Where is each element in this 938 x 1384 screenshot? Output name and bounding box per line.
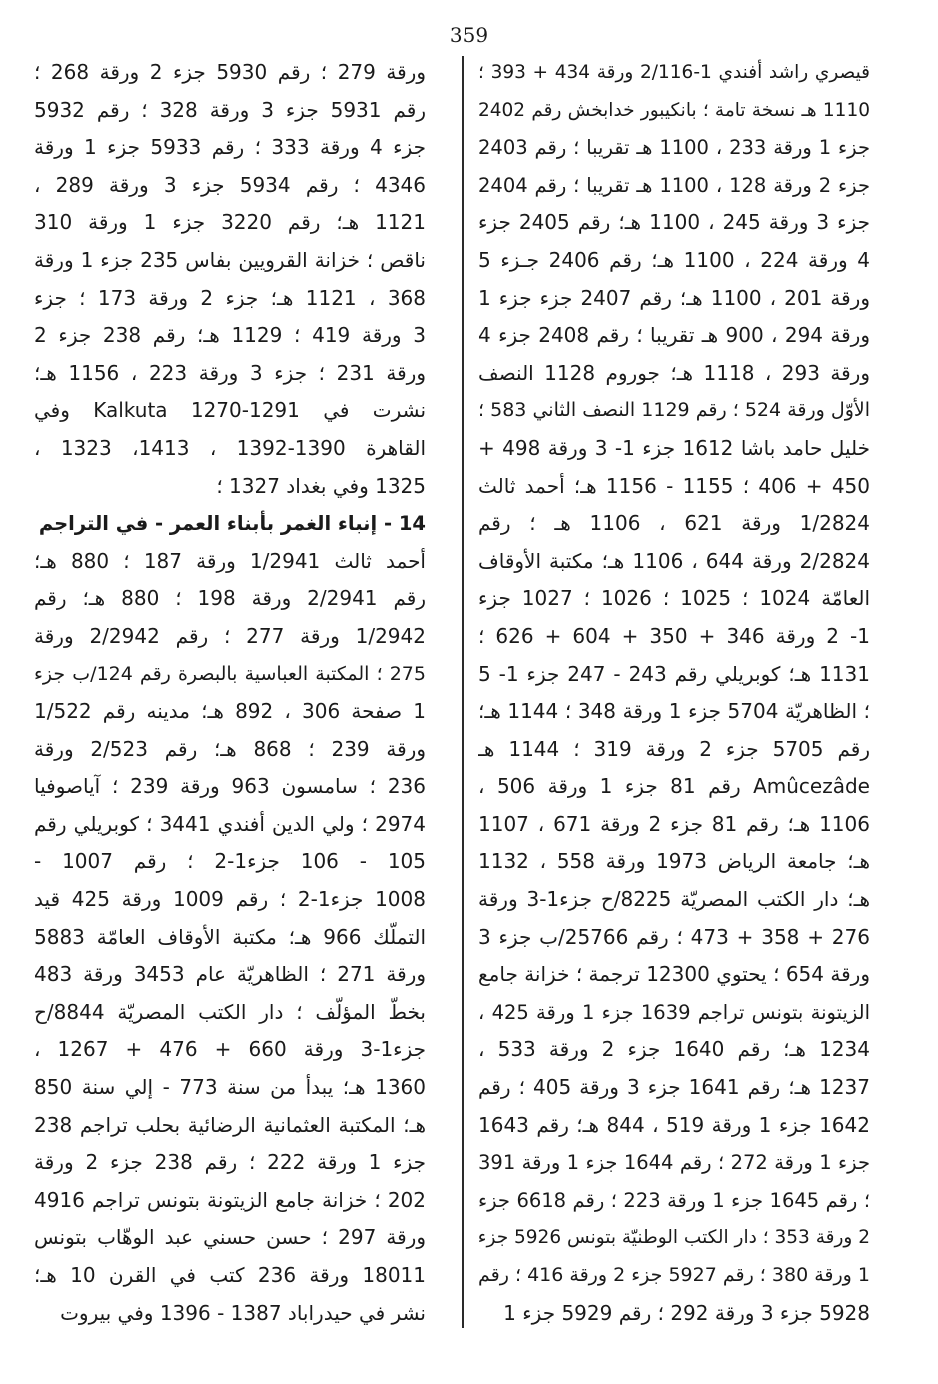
- text-line: الأوّل ورقة 524 ؛ رقم 1129 النصف الثاني 583 ؛: [478, 399, 870, 422]
- text-line: قيصري راشد أفندي 1-2/116 ورقة 434 + 393 ؛: [478, 62, 870, 83]
- text-line: 276 + 358 + 473 ؛ رقم 25766/ب جزء 3: [478, 924, 870, 949]
- text-line: 1237 هـ؛ رقم 1641 جزء 3 ورقة 405 ؛ رقم: [478, 1075, 870, 1100]
- text-line: 275 ؛ المكتبة العباسية بالبصرة رقم 124/ب جزء: [34, 662, 426, 685]
- text-line: ورقة 293 ، 1118 هـ؛ جوروم 1128 النصف: [478, 360, 870, 385]
- text-line: 202 ؛ خزانة جامع الزيتونة بتونس تراجم 4916: [34, 1187, 426, 1212]
- text-line: 3 ورقة 419 ؛ 1129 هـ؛ رقم 238 جزء 2: [34, 323, 426, 348]
- text-line: 4 ورقة 224 ، 1100 هـ؛ رقم 2406 جـزء 5: [478, 247, 870, 272]
- text-line: أحمد ثالث 1/2941 ورقة 187 ؛ 880 هـ؛: [34, 548, 426, 573]
- text-line: 18011 ورقة 236 كتب في القرن 10 هـ؛: [34, 1263, 426, 1287]
- text-line: 5928 جزء 3 ورقة 292 ؛ رقم 5929 جزء 1: [503, 1300, 870, 1325]
- text-line: ناقص ؛ خزانة القرويين بفاس 235 جزء 1 ورقة: [34, 247, 426, 272]
- text-line: العامّة 1024 ؛ 1025 ؛ 1026 ؛ 1027 جزء: [478, 586, 870, 611]
- text-line: ورقة 271 ؛ الظاهريّة عام 3453 ورقة 483: [34, 962, 426, 987]
- text-line: ورقة 297 ؛ حسن حسني عبد الوهّاب بتونس: [34, 1225, 426, 1250]
- text-line: ورقة 231 ؛ جزء 3 ورقة 223 ، 1156 هـ؛: [34, 360, 426, 385]
- text-line: ورقة 201 ، 1100 هـ؛ رقم 2407 جزء جزء 1: [478, 285, 870, 310]
- text-line: هـ؛ دار الكتب المصريّة 8225/ح جزء1-3 ورقة: [478, 887, 870, 912]
- text-line: 1121 هـ؛ رقم 3220 جزء 1 ورقة 310: [34, 210, 426, 235]
- text-line: نشر في حيدراباد 1387 - 1396 وفي بيروت: [60, 1300, 426, 1325]
- text-line: 1325 وفي بغداد 1327 ؛: [216, 473, 426, 498]
- text-line: 450 + 406 ؛ 1155 - 1156 هـ؛ أحمد ثالث: [478, 473, 870, 498]
- text-line: ؛ الظاهريّة 5704 جزء 1 ورقة 348 ؛ 1144 هـ؛: [478, 699, 870, 724]
- text-line: جزء 4 ورقة 333 ؛ رقم 5933 جزء 1 ورقة: [34, 135, 426, 160]
- text-line: جزء 1 ورقة 272 ؛ رقم 1644 جزء 1 ورقة 391: [478, 1151, 870, 1175]
- text-line: خليل حامد باشا 1612 جزء 1- 3 ورقة 498 +: [478, 435, 870, 460]
- text-line: التملّك 966 هـ؛ مكتبة الأوقاف العامّة 5883: [34, 924, 426, 949]
- text-line: 1110 هـ نسخة تامة ؛ بانكيبور خدابخش رقم 2402: [478, 99, 870, 121]
- text-line: 1642 جزء 1 ورقة 519 ، 844 هـ؛ رقم 1643: [478, 1112, 870, 1137]
- text-line: 236 ؛ سامسون 963 ورقة 239 ؛ آياصوفيا: [34, 774, 426, 799]
- section-heading: 14 - إنباء الغمر بأبناء العمر - في التراجم: [38, 512, 426, 536]
- text-line: الزيتونة بتونس تراجم 1639 جزء 1 ورقة 425 ،: [478, 1000, 870, 1024]
- text-line: 368 ، 1121 هـ؛ جزء 2 ورقة 173 ؛ جزء: [34, 285, 426, 310]
- text-line: هـ؛ جامعة الرياض 1973 ورقة 558 ، 1132: [478, 849, 870, 874]
- text-line: جزء 3 ورقة 245 ، 1100 هـ؛ رقم 2405 جزء: [478, 210, 870, 235]
- text-line: 1008 جزء1-2 ؛ رقم 1009 ورقة 425 قيد: [34, 887, 426, 912]
- text-line: 105 - 106 جزء1-2 ؛ رقم 1007 -: [34, 849, 426, 874]
- text-line: 1 صفحة 306 ، 892 هـ؛ مدينه رقم 1/522: [34, 699, 426, 724]
- text-line: جزء 1 ورقة 233 ، 1100 هـ تقريبا ؛ رقم 2403: [478, 136, 870, 160]
- left-column: [34, 54, 426, 1332]
- text-line: رقم 5931 جزء 3 ورقة 328 ؛ رقم 5932: [34, 97, 426, 122]
- text-line: 1360 هـ؛ يبدأ من سنة 773 - إلي سنة 850: [34, 1075, 426, 1100]
- text-line: Amûcezâde رقم 81 جزء 1 ورقة 506 ،: [478, 774, 870, 799]
- text-line: رقم 2/2941 ورقة 198 ؛ 880 هـ؛ رقم: [34, 586, 426, 611]
- text-line: 1234 هـ؛ رقم 1640 جزء 2 ورقة 533 ،: [478, 1037, 870, 1062]
- text-line: ورقة 294 ، 900 هـ تقريبا ؛ رقم 2408 جزء 4: [478, 323, 870, 348]
- text-line: جزء 2 ورقة 128 ، 1100 هـ تقريبا ؛ رقم 2404: [478, 173, 870, 197]
- text-line: بخطّ المؤلّف ؛ دار الكتب المصريّة 8844/ح: [34, 999, 426, 1024]
- text-line: 2 ورقة 353 ؛ دار الكتب الوطنيّة بتونس 5926 جزء: [478, 1227, 870, 1249]
- column-divider: [462, 56, 464, 1328]
- text-line: جزء 1 ورقة 222 ؛ رقم 238 جزء 2 ورقة: [34, 1150, 426, 1175]
- text-line: نشرت في Kalkuta 1270-1291 وفي: [34, 398, 426, 423]
- text-line: ؛ رقم 1645 جزء 1 ورقة 223 ؛ رقم 6618 جزء: [478, 1188, 870, 1212]
- text-line: هـ؛ المكتبة العثمانية الرضائية بحلب تراجم 238: [34, 1112, 426, 1137]
- text-line: 1/2942 ورقة 277 ؛ رقم 2/2942 ورقة: [34, 623, 426, 648]
- right-column: [478, 54, 870, 1332]
- text-line: 2974 ؛ ولي الدين أفندي 3441 ؛ كوبريلي رقم: [34, 811, 426, 836]
- text-line: 1- 2 ورقة 346 + 350 + 604 + 626 ؛: [478, 623, 870, 648]
- text-line: 1 ورقة 380 ؛ رقم 5927 جزء 2 ورقة 416 ؛ رقم: [478, 1264, 870, 1286]
- text-line: 1106 هـ؛ رقم 81 جزء 2 ورقة 671 ، 1107: [478, 811, 870, 836]
- text-line: 1131 هـ؛ كوبريلي رقم 243 - 247 جزء 1- 5: [478, 661, 870, 686]
- text-line: ورقة 654 ؛ يحتوي 12300 ترجمة ؛ خزانة جامع: [478, 962, 870, 987]
- text-line: 2/2824 ورقة 644 ، 1106 هـ؛ مكتبة الأوقاف: [478, 548, 870, 573]
- text-line: رقم 5705 جزء 2 ورقة 319 ؛ 1144 هـ: [478, 736, 870, 761]
- text-line: القاهرة 1390-1392 ، 1413، 1323 ،: [34, 435, 426, 460]
- text-line: جزء1-3 ورقة 660 + 476 + 1267 ،: [34, 1037, 426, 1062]
- text-line: 4346 ؛ رقم 5934 جزء 3 ورقة 289 ،: [34, 172, 426, 197]
- text-line: 1/2824 ورقة 621 ، 1106 هـ ؛ رقم: [478, 511, 870, 536]
- text-line: ورقة 239 ؛ 868 هـ؛ رقم 2/523 ورقة: [34, 736, 426, 761]
- page-number: 359: [449, 23, 489, 47]
- text-line: ورقة 279 ؛ رقم 5930 جزء 2 ورقة 268 ؛: [34, 60, 426, 84]
